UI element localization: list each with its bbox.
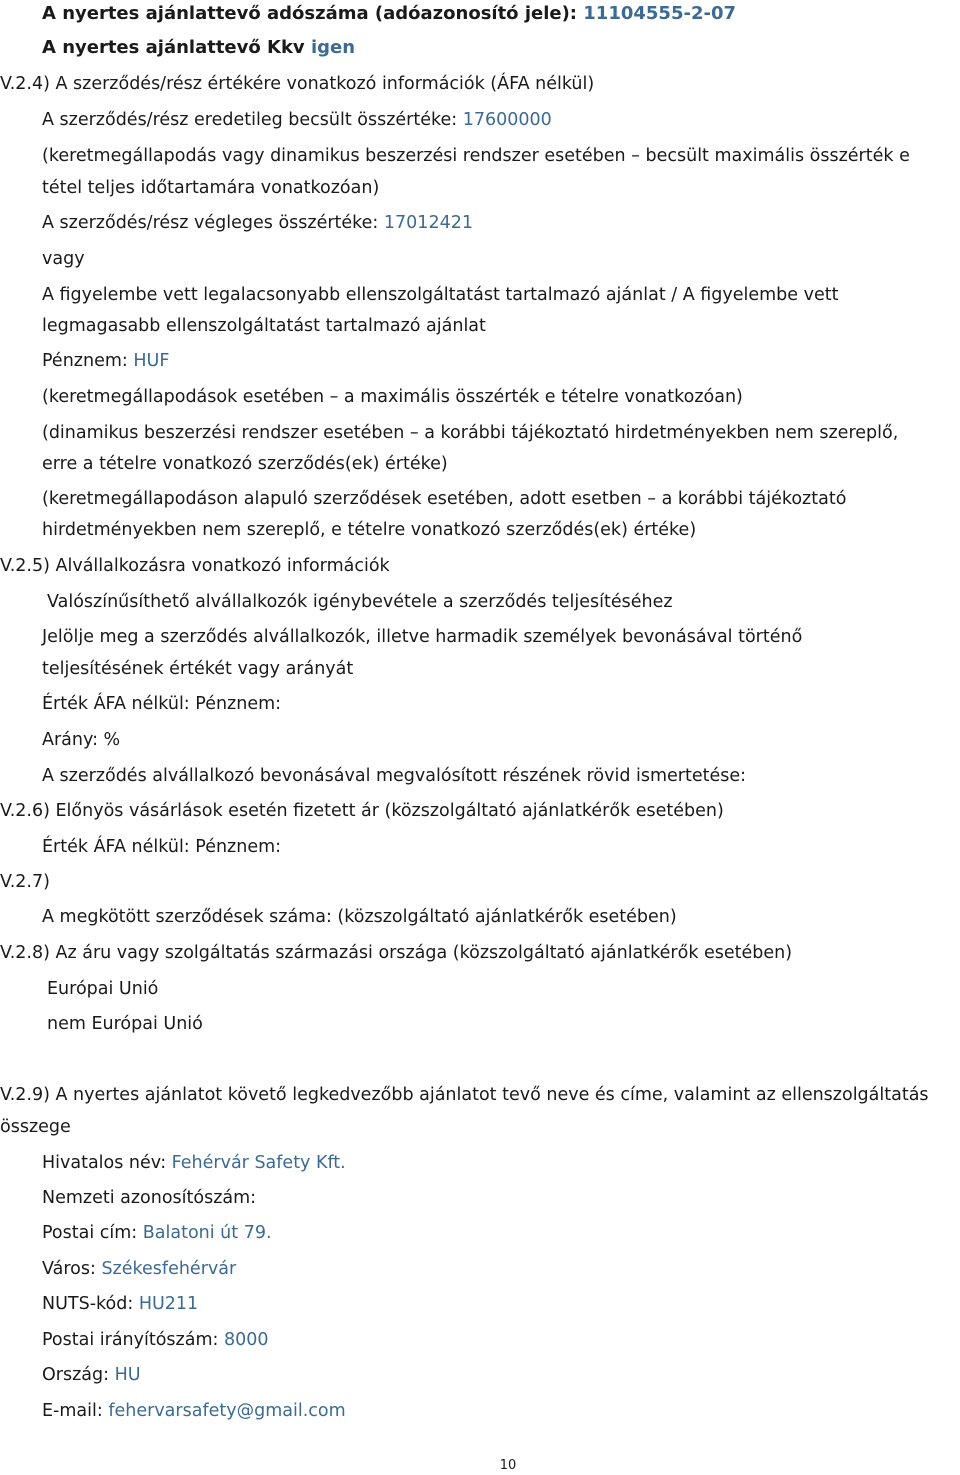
tax-id-label: A nyertes ajánlattevő adószáma (adóazonosító jele):	[42, 3, 577, 24]
nuts-code-value: HU211	[138, 1294, 199, 1314]
postal-address-label: Postai cím:	[42, 1223, 138, 1243]
section-v27-title: V.2.7)	[0, 872, 50, 892]
origin-eu: Európai Unió	[47, 979, 159, 999]
final-value-line	[42, 211, 473, 235]
lowest-offer-line1: A figyelembe vett legalacsonyabb ellenszolgáltatást tartalmazó ajánlat / A figyelembe vett	[42, 285, 839, 305]
currency-label: Pénznem:	[42, 351, 128, 371]
official-name-label: Hivatalos név:	[42, 1153, 167, 1173]
final-value-label: A szerződés/rész végleges összértéke:	[42, 213, 379, 233]
section-v29-title-line1: V.2.9) A nyertes ajánlatot követő legkedvezőbb ajánlatot tevő neve és címe, valamint az ellenszolgáltatás	[0, 1085, 929, 1105]
official-name-line	[42, 1151, 346, 1175]
nuts-code-label: NUTS-kód:	[42, 1294, 134, 1314]
currency-line	[42, 349, 169, 373]
email-value[interactable]: fehervarsafety@gmail.com	[108, 1401, 346, 1421]
subcontractor-mark-line2: teljesítésének értékét vagy arányát	[42, 659, 354, 679]
advantageous-value-label: Érték ÁFA nélkül: Pénznem:	[42, 837, 282, 857]
currency-value: HUF	[133, 351, 170, 371]
original-value-label: A szerződés/rész eredetileg becsült összértéke:	[42, 110, 458, 130]
framework-note-line1: (keretmegállapodás vagy dinamikus beszerzési rendszer esetében – becsült maximális összérték e	[42, 146, 910, 166]
framework-note-line2: tétel teljes időtartamára vonatkozóan)	[42, 178, 380, 198]
kkv-line	[42, 36, 355, 60]
or-text: vagy	[42, 249, 85, 269]
country-label: Ország:	[42, 1365, 110, 1385]
tax-id-value: 11104555-2-07	[583, 3, 736, 24]
page-number: 10	[499, 1458, 517, 1473]
city-value: Székesfehérvár	[101, 1259, 237, 1279]
postal-code-label: Postai irányítószám:	[42, 1330, 219, 1350]
postal-address-line	[42, 1221, 272, 1245]
city-line	[42, 1257, 236, 1281]
contracts-count-label: A megkötött szerződések száma: (közszolgáltató ajánlatkérők esetében)	[42, 907, 677, 927]
original-value-line	[42, 108, 552, 132]
lowest-offer-line2: legmagasabb ellenszolgáltatást tartalmazó ajánlat	[42, 316, 486, 336]
subcontractor-likely: Valószínűsíthető alvállalkozók igénybevétele a szerződés teljesítéséhez	[47, 592, 673, 612]
country-line	[42, 1363, 141, 1387]
email-label: E-mail:	[42, 1401, 103, 1421]
framework-contracts-note-line1: (keretmegállapodáson alapuló szerződések esetében, adott esetben – a korábbi tájékoztató	[42, 489, 847, 509]
section-v29-title-line2: összege	[0, 1117, 71, 1137]
subcontractor-ratio-label: Arány: %	[42, 730, 121, 750]
section-v28-title: V.2.8) Az áru vagy szolgáltatás származási országa (közszolgáltató ajánlatkérők esetében)	[0, 943, 793, 963]
subcontractor-description-label: A szerződés alvállalkozó bevonásával megvalósított részének rövid ismertetése:	[42, 766, 747, 786]
official-name-value: Fehérvár Safety Kft.	[171, 1153, 346, 1173]
section-v24-title: V.2.4) A szerződés/rész értékére vonatkozó információk (ÁFA nélkül)	[0, 74, 595, 94]
section-v25-title: V.2.5) Alvállalkozásra vonatkozó információk	[0, 556, 390, 576]
postal-code-line	[42, 1328, 269, 1352]
postal-code-value: 8000	[223, 1330, 269, 1350]
country-value: HU	[114, 1365, 141, 1385]
kkv-label: A nyertes ajánlattevő Kkv	[42, 37, 305, 58]
email-line	[42, 1399, 346, 1423]
final-value: 17012421	[383, 213, 473, 233]
kkv-value: igen	[310, 37, 356, 58]
nuts-code-line	[42, 1292, 198, 1316]
original-value: 17600000	[462, 110, 552, 130]
dynamic-system-note-line1: (dinamikus beszerzési rendszer esetében – a korábbi tájékoztató hirdetményekben nem szereplő,	[42, 423, 899, 443]
city-label: Város:	[42, 1259, 96, 1279]
subcontractor-mark-line1: Jelölje meg a szerződés alvállalkozók, illetve harmadik személyek bevonásával történő	[42, 627, 803, 647]
tax-id-line	[42, 2, 736, 26]
section-v26-title: V.2.6) Előnyös vásárlások esetén fizetett ár (közszolgáltató ajánlatkérők esetében)	[0, 801, 724, 821]
dynamic-system-note-line2: erre a tételre vonatkozó szerződés(ek) értéke)	[42, 454, 448, 474]
origin-non-eu: nem Európai Unió	[47, 1014, 203, 1034]
framework-max-note: (keretmegállapodások esetében – a maximális összérték e tételre vonatkozóan)	[42, 387, 743, 407]
subcontractor-value-label: Érték ÁFA nélkül: Pénznem:	[42, 694, 282, 714]
postal-address-value: Balatoni út 79.	[142, 1223, 272, 1243]
framework-contracts-note-line2: hirdetményekben nem szereplő, e tételre vonatkozó szerződés(ek) értéke)	[42, 520, 697, 540]
national-id-label: Nemzeti azonosítószám:	[42, 1188, 257, 1208]
